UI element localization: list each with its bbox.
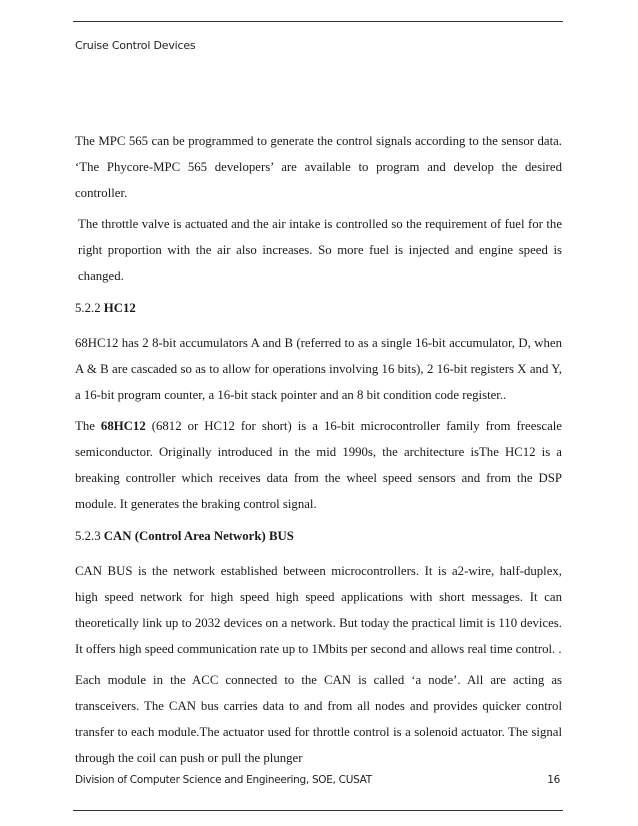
section-title: CAN (Control Area Network) BUS xyxy=(103,529,294,543)
paragraph-mpc565: The MPC 565 can be programmed to generate the control signals according to the sensor data. ‘The Phycore-MPC 565 developers’ are available to program and develop the desired controller. xyxy=(75,134,562,200)
section-number: 5.2.3 xyxy=(75,529,104,543)
page-footer xyxy=(75,774,562,786)
section-heading-can-bus xyxy=(75,526,562,546)
paragraph-can-node: Each module in the ACC connected to the CAN is called ‘a node’. All are acting as transceivers. The CAN bus carries data to and from all nodes and provides quicker control transfer to each module.The actuator used for throttle control is a solenoid actuator. The signal through the coil can push or pull the plunger xyxy=(75,673,562,765)
page-body xyxy=(75,128,562,771)
header-rule xyxy=(73,21,563,22)
page-number: 16 xyxy=(547,774,560,786)
footer-department: Division of Computer Science and Engineering, SOE, CUSAT xyxy=(75,774,372,786)
paragraph-68hc12-family: The 68HC12 (6812 or HC12 for short) is a 16-bit microcontroller family from freescale semiconductor. Originally introduced in the mid 1990s, the architecture isThe HC12 is a breaking controller which receives data from the wheel speed sensors and from the DSP module. It generates the braking control signal. xyxy=(75,419,562,511)
section-heading-hc12 xyxy=(75,298,562,318)
paragraph-68hc12-registers: 68HC12 has 2 8-bit accumulators A and B (referred to as a single 16-bit accumulator, D, when A & B are cascaded so as to allow for operations involving 16 bits), 2 16-bit registers X and Y, a 16-bit program counter, a 16-bit stack pointer and an 8 bit condition code register.. xyxy=(75,336,562,402)
section-title: HC12 xyxy=(103,301,136,315)
footer-rule xyxy=(73,810,563,811)
paragraph-can-bus: CAN BUS is the network established between microcontrollers. It is a2-wire, half-duplex, high speed network for high speed high speed applications with short messages. It can theoretically link up to 2032 devices on a network. But today the practical limit is 110 devices. It offers high speed communication rate up to 1Mbits per second and allows real time control. . xyxy=(75,564,562,656)
running-header: Cruise Control Devices xyxy=(75,39,196,52)
paragraph-throttle-valve: The throttle valve is actuated and the air intake is controlled so the requirement of fuel for the right proportion with the air also increases. So more fuel is injected and engine speed is changed. xyxy=(78,217,562,283)
section-number: 5.2.2 xyxy=(75,301,104,315)
bold-term: 68HC12 xyxy=(100,419,146,433)
